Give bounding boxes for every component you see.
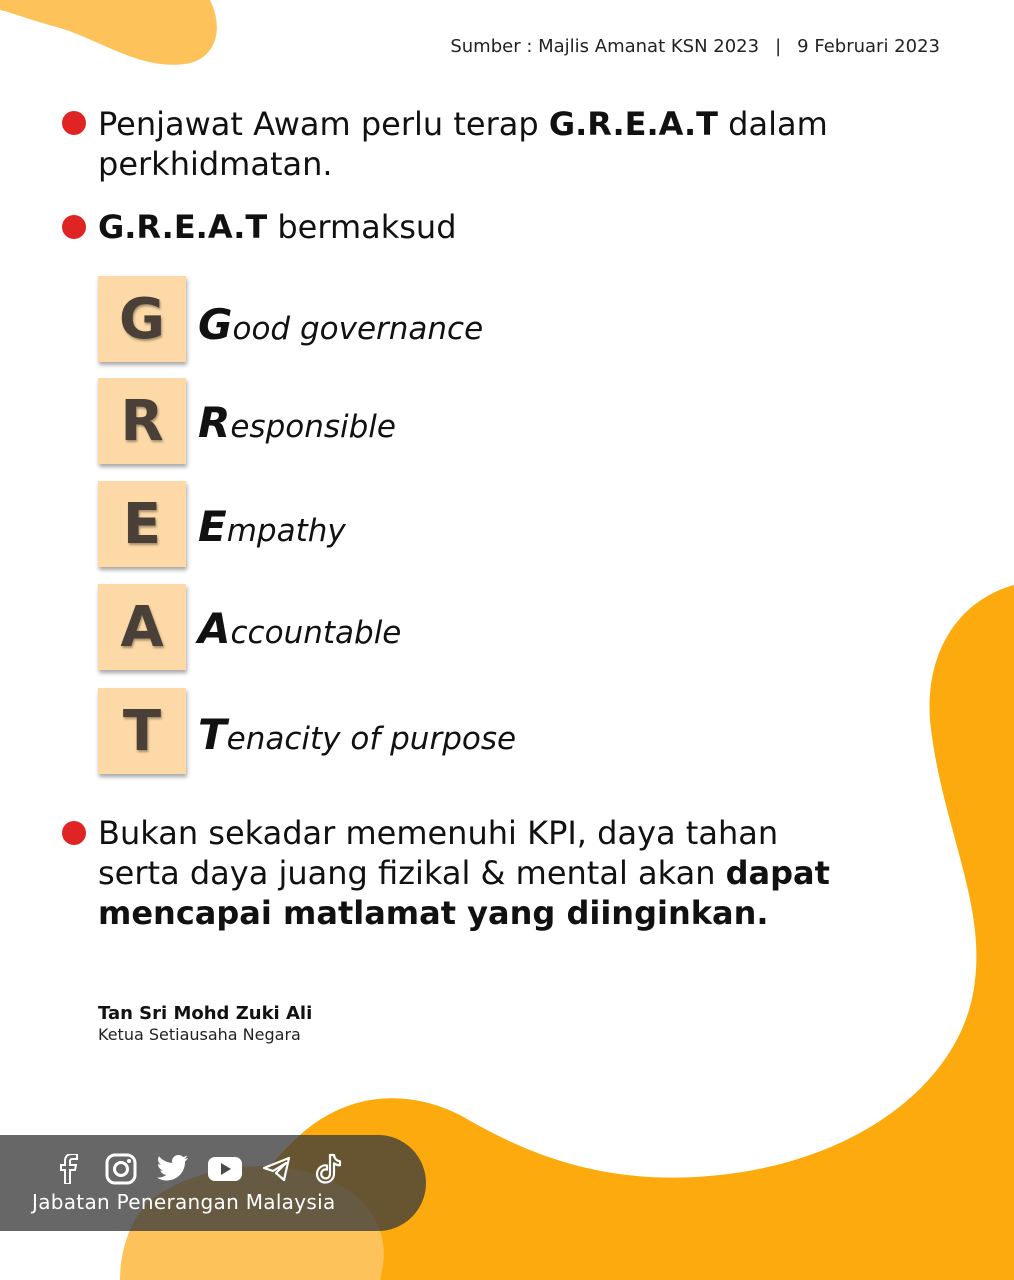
bullet-dot-2 xyxy=(62,215,86,239)
bullet-2-post: bermaksud xyxy=(267,208,457,246)
great-tile-r: R xyxy=(98,378,186,464)
tiktok-icon[interactable] xyxy=(312,1152,346,1186)
youtube-icon[interactable] xyxy=(208,1152,242,1186)
bullet-2-bold: G.R.E.A.T xyxy=(98,208,268,246)
great-tile-g: G xyxy=(98,276,186,362)
source-separator: | xyxy=(775,36,782,57)
great-term-tenacity-of-purpose: Tenacity of purpose xyxy=(198,710,517,759)
source-line xyxy=(380,36,940,57)
bullet-1-bold: G.R.E.A.T xyxy=(548,105,718,143)
facebook-icon[interactable] xyxy=(52,1152,86,1186)
bullet-dot-1 xyxy=(62,111,86,135)
instagram-icon[interactable] xyxy=(104,1152,138,1186)
bullet-text-1 xyxy=(98,104,858,184)
bullet-1-pre: Penjawat Awam perlu terap xyxy=(98,105,549,143)
great-tile-e: E xyxy=(98,481,186,567)
great-term-good-governance: Good governance xyxy=(198,300,484,349)
footer-organization: Jabatan Penerangan Malaysia xyxy=(32,1190,336,1214)
bullet-3-bold: dapat mencapai matlamat yang diinginkan. xyxy=(98,854,830,932)
twitter-icon[interactable] xyxy=(156,1152,190,1186)
great-tile-a: A xyxy=(98,584,186,670)
author-title: Ketua Setiausaha Negara xyxy=(98,1025,301,1044)
bullet-text-2 xyxy=(98,207,858,247)
bullet-3-pre: Bukan sekadar memenuhi KPI, daya tahan serta daya juang fizikal & mental akan xyxy=(98,814,779,892)
bullet-dot-3 xyxy=(62,821,86,845)
bullet-text-3 xyxy=(98,813,858,933)
top-left-blob xyxy=(0,0,217,65)
bullet-1-post: dalam perkhidmatan. xyxy=(98,105,828,183)
source-label: Sumber : Majlis Amanat KSN 2023 xyxy=(450,36,760,57)
telegram-icon[interactable] xyxy=(260,1152,294,1186)
author-name: Tan Sri Mohd Zuki Ali xyxy=(98,1003,313,1024)
great-term-responsible: Responsible xyxy=(198,398,396,447)
great-term-accountable: Accountable xyxy=(198,604,402,653)
social-icons xyxy=(52,1152,346,1186)
source-date: 9 Februari 2023 xyxy=(797,36,940,57)
great-tile-t: T xyxy=(98,688,186,774)
great-term-empathy: Empathy xyxy=(198,502,346,551)
